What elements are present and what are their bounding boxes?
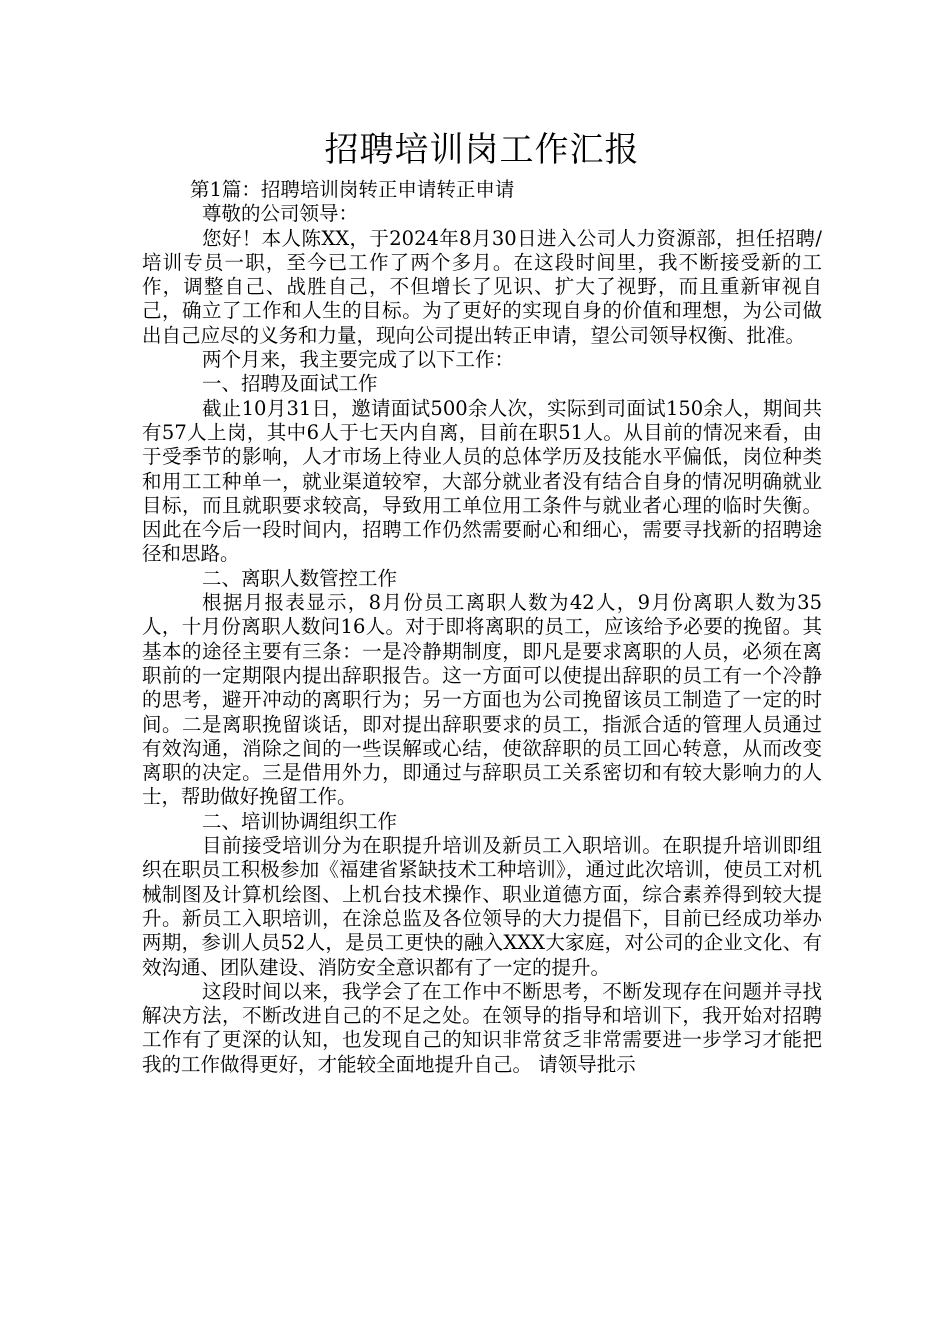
closing-paragraph: 这段时间以来，我学会了在工作中不断思考，不断发现存在问题并寻找解决方法，不断改进自己的不足之处。在领导的指导和培训下，我开始对招聘工作有了更深的认知，也发现自己的知识非常贫乏非常需要进一步学习才能把我的工作做得更好，才能较全面地提升自己。 请领导批示 — [142, 979, 822, 1076]
salutation: 尊敬的公司领导： — [202, 202, 359, 226]
section-3-body: 目前接受培训分为在职提升培训及新员工入职培训。在职提升培训即组织在职员工积极参加《福建省紧缺技术工种培训》，通过此次培训，使员工对机械制图及计算机绘图、上机台技术操作、职业道德方面，综合素养得到较大提升。新员工入职培训，在涂总监及各位领导的大力提倡下，目前已经成功举办两期，参训人员52人，是员工更快的融入XXX大家庭，对公司的企业文化、有效沟通、团队建设、消防安全意识都有了一定的提升。 — [142, 834, 822, 979]
section-2-heading: 二、离职人数管控工作 — [202, 566, 398, 590]
document-title: 招聘培训岗工作汇报 — [324, 130, 640, 170]
summary-lead: 两个月来，我主要完成了以下工作： — [202, 348, 515, 372]
section-2-body: 根据月报表显示，8月份员工离职人数为42人，9月份离职人数为35人，十月份离职人数问16人。对于即将离职的员工，应该给予必要的挽留。其基本的途径主要有三条：一是冷静期制度，即凡是要求离职的人员，必须在离职前的一定期限内提出辞职报告。这一方面可以使提出辞职的员工有一个冷静的思考，避开冲动的离职行为；另一方面也为公司挽留该员工制造了一定的时间。二是离职挽留谈话，即对提出辞职要求的员工，指派合适的管理人员通过有效沟通，消除之间的一些误解或心结，使欲辞职的员工回心转意，从而改变离职的决定。三是借用外力，即通过与辞职员工关系密切和有较大影响力的人士，帮助做好挽留工作。 — [142, 591, 822, 809]
section-3-heading: 二、培训协调组织工作 — [202, 809, 398, 833]
section-1-body: 截止10月31日，邀请面试500余人次，实际到司面试150余人，期间共有57人上岗，其中6人于七天内自离，目前在职51人。从目前的情况来看，由于受季节的影响，人才市场上待业人员的总体学历及技能水平偏低，岗位种类和用工工种单一，就业渠道较窄，大部分就业者没有结合自身的情况明确就业目标，而且就职要求较高，导致用工单位用工条件与就业者心理的临时失衡。因此在今后一段时间内，招聘工作仍然需要耐心和细心，需要寻找新的招聘途径和思路。 — [142, 396, 822, 566]
intro-paragraph: 您好！本人陈XX，于2024年8月30日进入公司人力资源部，担任招聘/培训专员一职，至今已工作了两个多月。在这段时间里，我不断接受新的工作，调整自己、战胜自己，不但增长了见识、扩大了视野，而且重新审视自己，确立了工作和人生的目标。为了更好的实现自身的价值和理想，为公司做出自己应尽的义务和力量，现向公司提出转正申请，望公司领导权衡、批准。 — [142, 226, 822, 347]
section-1-heading: 一、招聘及面试工作 — [202, 372, 378, 396]
chapter-heading: 第1篇：招聘培训岗转正申请转正申请 — [190, 178, 515, 201]
document-page — [142, 128, 822, 1077]
